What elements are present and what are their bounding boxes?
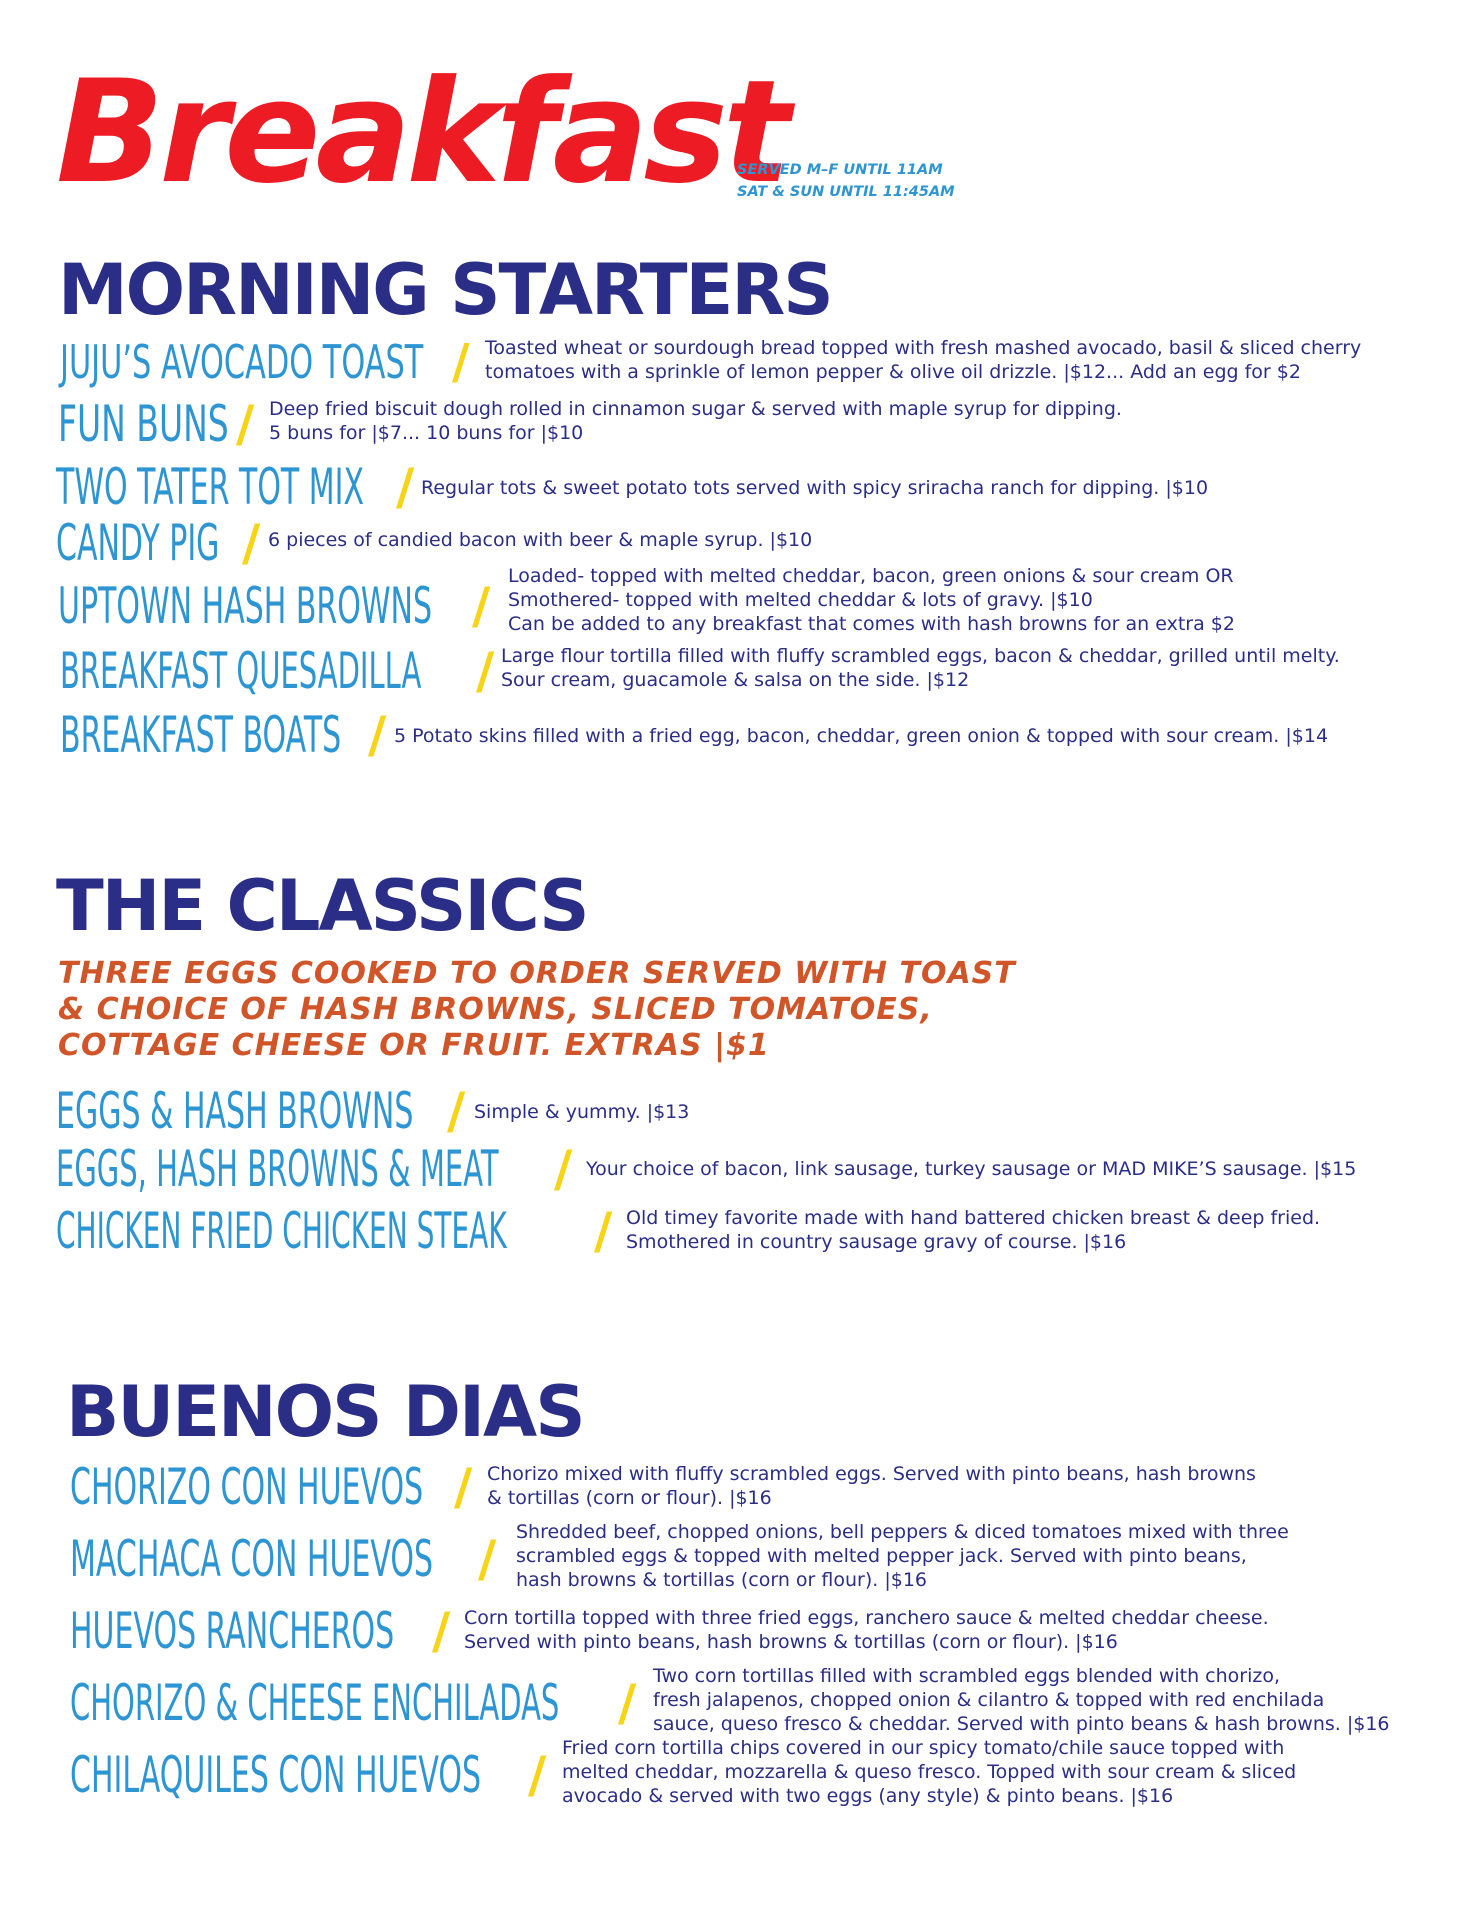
desc-line: Toasted wheat or sourdough bread topped with fresh mashed avocado, basil & sliced cherry (485, 337, 1362, 359)
slash-divider: / (454, 1458, 473, 1516)
served-hours (737, 159, 955, 203)
slash-divider: / (396, 458, 415, 516)
desc-line: Corn tortilla topped with three fried eggs, ranchero sauce & melted cheddar cheese. (464, 1607, 1269, 1629)
served-hours-weekday: SERVED M–F UNTIL 11AM (737, 162, 943, 178)
item-description (508, 564, 1235, 636)
item-description (626, 1206, 1320, 1254)
slash-divider: / (432, 1602, 451, 1660)
desc-line: Deep fried biscuit dough rolled in cinnamon sugar & served with maple syrup for dipping. (269, 398, 1122, 420)
slash-divider: / (554, 1140, 573, 1198)
slash-divider: / (242, 514, 261, 572)
section-title-the-classics: THE CLASSICS (56, 865, 588, 947)
slash-divider: / (447, 1082, 466, 1140)
item-name: TWO TATER TOT MIX (56, 458, 365, 516)
section-title-morning-starters: MORNING STARTERS (58, 249, 832, 331)
slash-divider: / (452, 334, 470, 390)
item-name: BREAKFAST BOATS (60, 706, 342, 764)
item-description (562, 1736, 1296, 1808)
served-hours-weekend: SAT & SUN UNTIL 11:45AM (737, 184, 955, 200)
item-name: CHICKEN FRIED CHICKEN STEAK (56, 1202, 507, 1260)
item-name: EGGS, HASH BROWNS & MEAT (56, 1140, 499, 1198)
desc-line: Large flour tortilla filled with fluffy scrambled eggs, bacon & cheddar, grilled until melty. (501, 645, 1340, 667)
slash-divider: / (478, 1530, 497, 1588)
desc-line: Chorizo mixed with fluffy scrambled eggs. Served with pinto beans, hash browns (487, 1463, 1256, 1485)
item-description (268, 528, 812, 552)
item-description (487, 1462, 1256, 1510)
slash-divider: / (368, 706, 387, 764)
desc-line: Fried corn tortilla chips covered in our spicy tomato/chile sauce topped with (562, 1737, 1285, 1759)
desc-line: Regular tots & sweet potato tots served with spicy sriracha ranch for dipping. |$10 (421, 477, 1209, 499)
slash-divider: / (472, 577, 491, 635)
slash-divider: / (528, 1746, 547, 1804)
desc-line: Smothered in country sausage gravy of course. |$16 (626, 1231, 1127, 1253)
item-description (501, 644, 1340, 692)
desc-line: 6 pieces of candied bacon with beer & maple syrup. |$10 (268, 529, 813, 551)
desc-line: avocado & served with two eggs (any style) & pinto beans. |$16 (562, 1785, 1174, 1807)
slash-divider: / (236, 395, 255, 453)
desc-line: Loaded- topped with melted cheddar, bacon, green onions & sour cream OR (508, 565, 1234, 587)
desc-line: hash browns & tortillas (corn or flour). |$16 (516, 1569, 927, 1591)
desc-line: Served with pinto beans, hash browns & tortillas (corn or flour). |$16 (464, 1631, 1118, 1653)
slash-divider: / (618, 1674, 637, 1732)
item-description (464, 1606, 1269, 1654)
item-description (421, 476, 1208, 500)
slash-divider: / (476, 642, 495, 700)
desc-line: Your choice of bacon, link sausage, turkey sausage or MAD MIKE’S sausage. |$15 (586, 1158, 1357, 1180)
note-line: COTTAGE CHEESE OR FRUIT. EXTRAS |$1 (58, 1028, 770, 1063)
section-title-buenos-dias: BUENOS DIAS (66, 1371, 584, 1453)
desc-line: Shredded beef, chopped onions, bell peppers & diced tomatoes mixed with three (516, 1521, 1289, 1543)
item-name: MACHACA CON HUEVOS (70, 1530, 434, 1588)
desc-line: fresh jalapenos, chopped onion & cilantro & topped with red enchilada (653, 1689, 1325, 1711)
desc-line: scrambled eggs & topped with melted pepper jack. Served with pinto beans, (516, 1545, 1247, 1567)
item-name: CANDY PIG (56, 514, 220, 572)
menu-title: Breakfast (56, 50, 786, 215)
desc-line: sauce, queso fresco & cheddar. Served with pinto beans & hash browns. |$16 (653, 1713, 1390, 1735)
desc-line: Simple & yummy. |$13 (474, 1101, 690, 1123)
item-name: FUN BUNS (58, 395, 229, 453)
item-name: CHORIZO CON HUEVOS (70, 1458, 424, 1516)
note-line: & CHOICE OF HASH BROWNS, SLICED TOMATOES, (58, 992, 933, 1027)
desc-line: Sour cream, guacamole & salsa on the side. |$12 (501, 669, 970, 691)
note-line: THREE EGGS COOKED TO ORDER SERVED WITH TOAST (58, 956, 1016, 991)
classics-note (58, 956, 1258, 1064)
item-name: UPTOWN HASH BROWNS (58, 577, 433, 635)
item-name: JUJU’S AVOCADO TOAST (60, 335, 424, 389)
desc-line: melted cheddar, mozzarella & queso fresco. Topped with sour cream & sliced (562, 1761, 1297, 1783)
desc-line: Old timey favorite made with hand battered chicken breast & deep fried. (626, 1207, 1321, 1229)
item-description (474, 1100, 689, 1124)
slash-divider: / (594, 1202, 613, 1260)
desc-line: Smothered- topped with melted cheddar & lots of gravy. |$10 (508, 589, 1093, 611)
item-description (269, 397, 1122, 445)
desc-line: Can be added to any breakfast that comes with hash browns for an extra $2 (508, 613, 1235, 635)
item-description (586, 1157, 1356, 1181)
item-name: BREAKFAST QUESADILLA (60, 642, 422, 700)
desc-line: tomatoes with a sprinkle of lemon pepper & olive oil drizzle. |$12... Add an egg for $2 (485, 361, 1301, 383)
desc-line: & tortillas (corn or flour). |$16 (487, 1487, 772, 1509)
item-description (516, 1520, 1289, 1592)
item-name: CHORIZO & CHEESE ENCHILADAS (70, 1674, 560, 1732)
item-name: EGGS & HASH BROWNS (56, 1082, 414, 1140)
desc-line: 5 buns for |$7... 10 buns for |$10 (269, 422, 584, 444)
item-name: HUEVOS RANCHEROS (70, 1602, 395, 1660)
desc-line: Two corn tortillas filled with scrambled eggs blended with chorizo, (653, 1665, 1281, 1687)
item-description (485, 336, 1361, 384)
item-description (653, 1664, 1390, 1736)
item-description (394, 724, 1328, 748)
item-name: CHILAQUILES CON HUEVOS (70, 1746, 482, 1804)
desc-line: 5 Potato skins filled with a fried egg, bacon, cheddar, green onion & topped with sour cream. |$14 (394, 725, 1329, 747)
